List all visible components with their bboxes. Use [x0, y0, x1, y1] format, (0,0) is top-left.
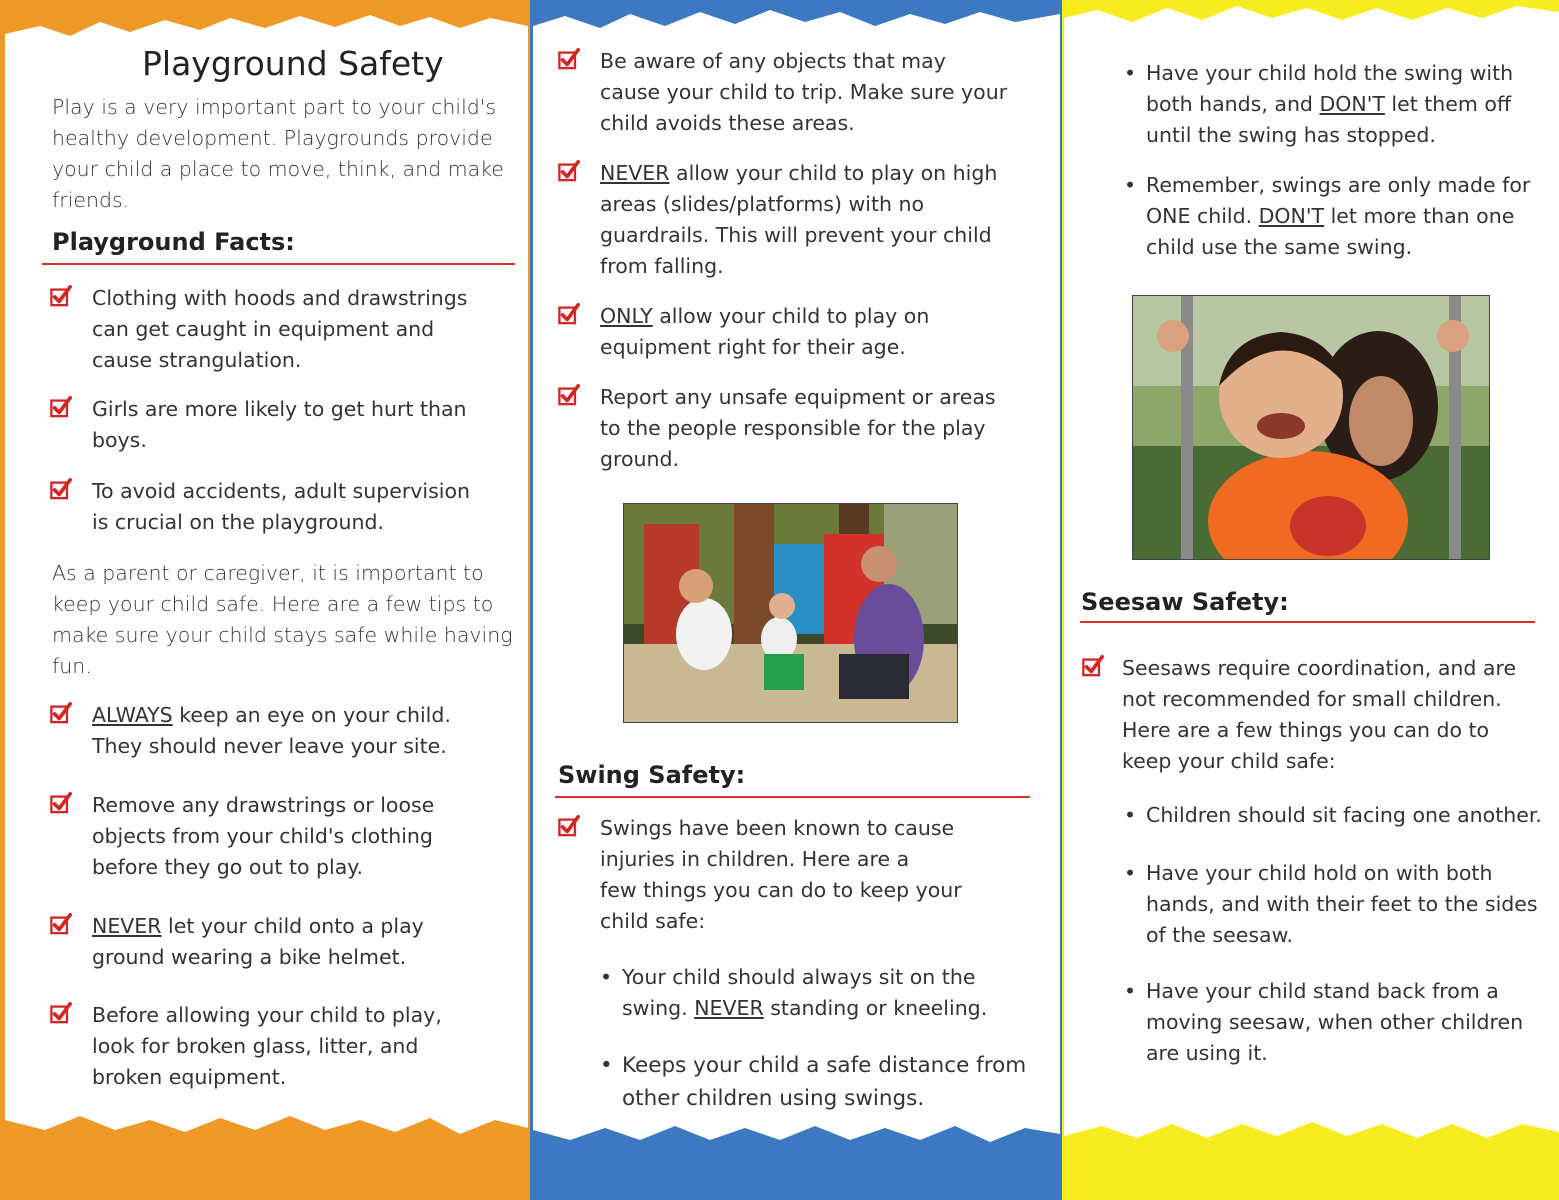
section-divider: [1080, 621, 1535, 623]
bullet-icon: •: [600, 1053, 613, 1078]
parent-paragraph: As a parent or caregiver, it is important to keep your child safe. Here are a few tips to make sure your child stays safe while having fun.: [52, 561, 513, 678]
sandbox-photo: [623, 503, 958, 723]
checkbox-icon: [50, 478, 72, 500]
checkbox-icon: [558, 303, 580, 325]
swing-safety-heading: Swing Safety:: [558, 761, 746, 789]
checkbox-icon: [50, 1002, 72, 1024]
checkbox-icon: [558, 160, 580, 182]
checkbox-icon: [50, 702, 72, 724]
section-divider: [42, 263, 515, 265]
checkbox-icon: [50, 285, 72, 307]
right-panel: • Have your child hold the swing with both hands, and DON'T let them off until the swing has stopped. • Remember, swings are only made for ONE child. DON'T let more than one child use the same swing. Seesaw Safety: Seesaws require coordination, and are not recommended for small children. Here are a few things you can do to keep your child safe: • Children should sit facing one another. • Have your child hold on with both hands, and with their feet to the sides of the seesaw. • Have your child stand back from a moving seesaw, when other children are using it.: [1062, 0, 1559, 1200]
left-panel: Playground Safety Play is a very important part to your child's healthy development. Playgrounds provide your child a place to move, think, and make friends. Playground Facts: Clothing with hoods and drawstrings can get caught in equipment and cause strangulation. Girls are more likely to get hurt than boys. To avoid accidents, adult supervision is crucial on the playground. As a parent or caregiver, it is important to keep your child safe. Here are a few tips to make sure your child stays safe while having fun. ALWAYS keep an eye on your child. They should never leave your site. Remove any drawstrings or loose objects from your child's clothing before they go out to play. NEVER let your child onto a play ground wearing a bike helmet. Before allowing your child to play, look for broken glass, litter, and broken equipment.: [0, 0, 530, 1200]
bullet-icon: •: [1124, 61, 1137, 85]
checkbox-icon: [558, 815, 580, 837]
checkbox-icon: [1082, 655, 1104, 677]
page-title: Playground Safety: [142, 44, 444, 83]
bullet-icon: •: [1124, 979, 1137, 1003]
bullet-icon: •: [1124, 173, 1137, 197]
swing-photo: [1132, 295, 1490, 560]
checkbox-icon: [558, 48, 580, 70]
checkbox-icon: [50, 396, 72, 418]
bullet-icon: •: [1124, 803, 1137, 827]
checkbox-icon: [558, 384, 580, 406]
section-divider: [555, 796, 1030, 798]
bullet-icon: •: [600, 965, 613, 989]
seesaw-safety-heading: Seesaw Safety:: [1081, 588, 1289, 616]
bullet-icon: •: [1124, 861, 1137, 885]
middle-panel: Be aware of any objects that may cause your child to trip. Make sure your child avoids these areas. NEVER allow your child to play on high areas (slides/platforms) with no guardrails. This will prevent your child from falling. ONLY allow your child to play on equipment right for their age. Report any unsafe equipment or areas to the people responsible for the play ground. Swing Safety: Swings have been known to cause injuries in children. Here are a few things you can do to keep your child safe: • Your child should always sit on the swing. NEVER standing or kneeling. • Keeps your child a safe distance from other children using swings.: [530, 0, 1062, 1200]
intro-paragraph: Play is a very important part to your child's healthy development. Playgrounds provide your child a place to move, think, and make friends.: [52, 95, 504, 212]
playground-facts-heading: Playground Facts:: [52, 228, 295, 256]
checkbox-icon: [50, 792, 72, 814]
checkbox-icon: [50, 913, 72, 935]
